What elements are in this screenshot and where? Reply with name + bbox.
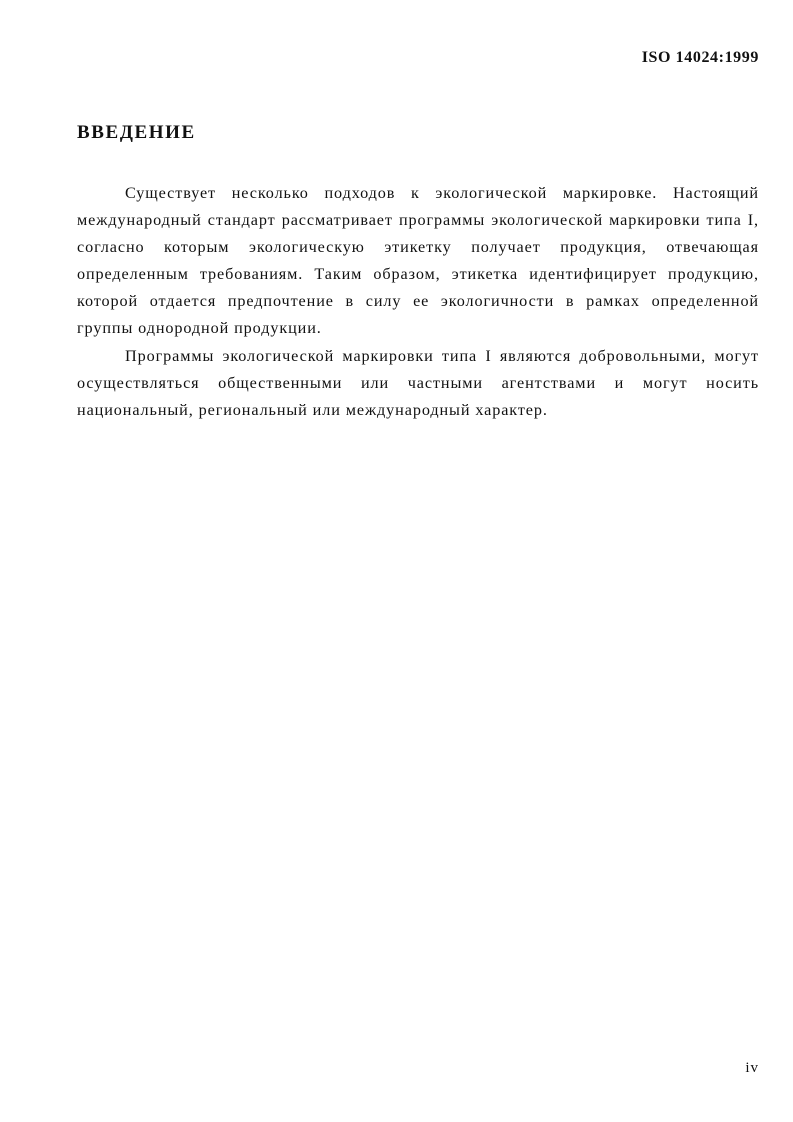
- page-number: iv: [745, 1060, 759, 1076]
- section-body: [77, 180, 759, 424]
- standard-designation: ISO 14024:1999: [641, 49, 759, 66]
- section-title: ВВЕДЕНИЕ: [77, 122, 196, 143]
- paragraph-programs: Программы экологической маркировки типа I являются добровольными, могут осуществляться общественными или частными агентствами и могут носить национальный, региональный или международный характер.: [77, 346, 759, 419]
- paragraph-approaches: Существует несколько подходов к экологической маркировке. Настоящий международный стандарт рассматривает программы экологической маркировки типа I, согласно которым экологическую этикетку получает продукция, отвечающая определенным требованиям. Таким образом, этикетка идентифицирует продукцию, которой отдается предпочтение в силу ее экологичности в рамках определенной группы однородной продукции.: [77, 184, 759, 338]
